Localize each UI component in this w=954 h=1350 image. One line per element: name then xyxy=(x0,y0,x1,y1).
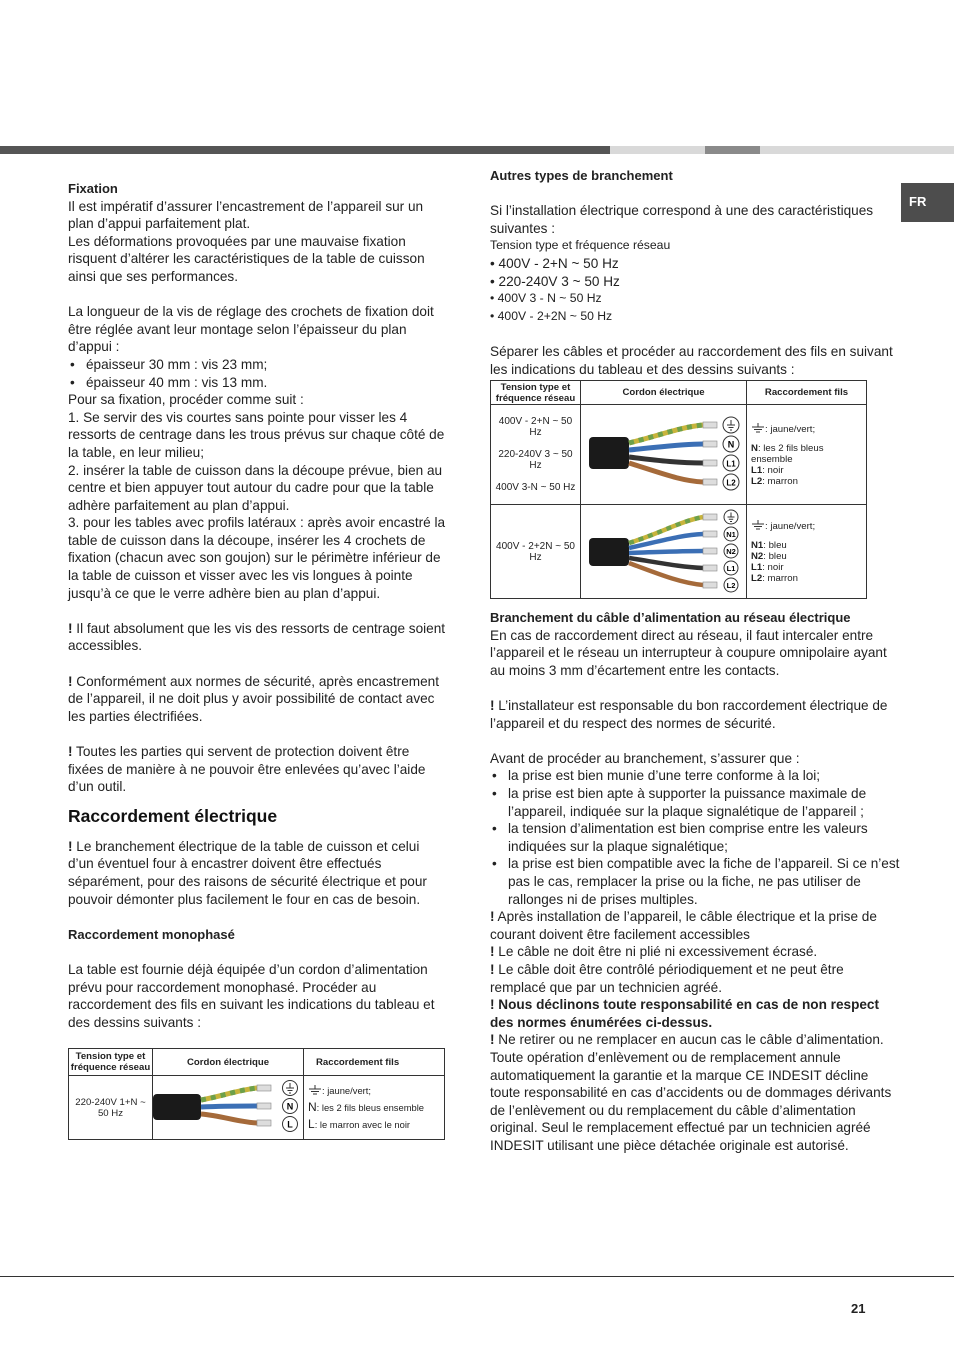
step-1: 1. Se servir des vis courtes sans pointe pour visser les 4 ressorts de centrage dans les trous prévus sur chaque côté de la table, en leur milieu; xyxy=(68,409,445,460)
list-item: • 400V - 2+N ~ 50 Hz xyxy=(490,255,619,271)
fixation-p3: La longueur de la vis de réglage des crochets de fixation doit être réglée avant leur montage selon l’épaisseur du plan d’appui : xyxy=(68,304,434,355)
cable-diagram xyxy=(581,405,746,501)
earth-icon xyxy=(308,1085,322,1095)
page-number: 21 xyxy=(851,1301,866,1316)
terminal-l1 xyxy=(723,455,739,471)
left-column xyxy=(68,180,448,1140)
wire-blue-2 xyxy=(629,551,703,553)
warning-icon: ! xyxy=(68,744,73,759)
col-header: Raccordement fils xyxy=(747,381,867,405)
mono-wiring-table xyxy=(68,1048,445,1140)
wire-brown xyxy=(201,1114,257,1123)
warning-w4: ! Nous déclinons toute responsabilité en cas de non respect des normes énumérées ci-dessus. xyxy=(490,997,880,1030)
footer-rule xyxy=(0,1276,954,1277)
terminal-l xyxy=(283,1117,298,1132)
elec-p1: ! Le branchement électrique de la table de cuisson et celui d’un éventuel four à encastrer doivent être effectués séparément, pour des raisons de sécurité électrique et pour pouvoir démonter plus facilement le four en cas de besoin. xyxy=(68,838,427,907)
header-bar xyxy=(0,146,954,154)
wire-blue xyxy=(201,1106,257,1107)
terminal-n xyxy=(723,436,739,452)
cable-diagram xyxy=(153,1076,303,1136)
svg-text:L2: L2 xyxy=(726,581,736,591)
cable-sheath xyxy=(589,538,629,566)
voltage-cell: 220-240V 1+N ~ 50 Hz xyxy=(69,1076,153,1140)
voltage-list xyxy=(490,255,902,325)
multi-wiring-table xyxy=(490,380,867,599)
svg-text:L: L xyxy=(287,1119,293,1130)
earth-icon xyxy=(751,520,765,530)
checks-list xyxy=(490,767,902,908)
svg-text:L1: L1 xyxy=(726,459,736,469)
list-item: • la prise est bien munie d’une terre conforme à la loi; xyxy=(490,767,902,785)
autres-title: Autres types de branchement xyxy=(490,168,673,183)
language-tab: FR xyxy=(901,183,954,222)
warning-icon: ! xyxy=(490,1032,495,1048)
avant-p: Avant de procéder au branchement, s’assurer que : xyxy=(490,750,800,766)
terminal-l2 xyxy=(723,474,739,490)
col-header: Cordon électrique xyxy=(153,1049,304,1076)
svg-text:L2: L2 xyxy=(726,478,736,488)
fixation-p1: Il est impératif d’assurer l’encastrement de l’appareil sur un plan d’appui parfaitement plat. xyxy=(68,198,424,232)
list-item: • épaisseur 40 mm : vis 13 mm. xyxy=(68,374,448,392)
fixation-title: Fixation xyxy=(68,181,118,196)
step-3: 3. pour les tables avec profils latéraux : après avoir encastré la table de cuisson dans la découpe, insérer les 4 crochets de fixation (chacun avec son goujon) sur le périmètre inférieur de la table de cuisson et visser avec les vis longues à pointe jusqu’à ce que le verre adhère bien au plan d’appui. xyxy=(68,515,446,601)
warning-icon: ! xyxy=(68,620,73,636)
wiring-cell: : jaune/vert; N1: bleu N2: bleu L1: noir L2: marron xyxy=(747,505,867,599)
warning-icon: ! xyxy=(68,673,73,689)
list-item: • la prise est bien apte à supporter la puissance maximale de l’appareil, indiquée sur la plaque signalétique de l’appareil ; xyxy=(490,785,902,820)
list-item: • la tension d’alimentation est bien comprise entre les valeurs indiquées sur la plaque signalétique; xyxy=(490,820,902,855)
warning-1: ! Il faut absolument que les vis des ressorts de centrage soient accessibles. xyxy=(68,620,446,654)
warning-icon: ! xyxy=(68,838,73,854)
col-header: Cordon électrique xyxy=(581,381,747,405)
warning-w1: ! Après installation de l’appareil, le câble électrique et la prise de courant doivent être facilement accessibles xyxy=(490,909,877,942)
wire-blue xyxy=(629,444,703,450)
warning-w2: ! Le câble ne doit être ni plié ni excessivement écrasé. xyxy=(490,944,818,960)
autres-p2: Tension type et fréquence réseau xyxy=(490,238,671,253)
mono-title: Raccordement monophasé xyxy=(68,926,235,942)
list-item: • 400V - 2+2N ~ 50 Hz xyxy=(490,308,613,323)
list-item: • 400V 3 - N ~ 50 Hz xyxy=(490,291,602,306)
branch-p: En cas de raccordement direct au réseau, il faut intercaler entre l’appareil et le réseau un interrupteur à coupure omnipolaire ayant au moins 3 mm d’écartement entre les contacts. xyxy=(490,627,887,678)
warning-2: ! Conformément aux normes de sécurité, après encastrement de l’appareil, il ne doit plus y avoir possibilité de contact avec les parties électrifiées. xyxy=(68,673,439,724)
cable-sheath xyxy=(153,1094,201,1120)
warning-w5: ! Ne retirer ou ne remplacer en aucun cas le câble d’alimentation. Toute opération d’enlèvement ou de remplacement annule automatiquement la garantie et la marque CE INDESIT décline toute responsabilité en cas d’accidents ou de dommages dérivants de l’enlèvement ou du remplacement du câble d’alimentation original. Seul le remplacement effectué par un technicien agréé INDESIT utilisant une pièce détachée originale est autorisé. xyxy=(490,1032,892,1153)
right-column xyxy=(490,167,902,1155)
list-item: • 220-240V 3 ~ 50 Hz xyxy=(490,273,620,289)
cable-sheath xyxy=(589,437,629,469)
step-2: 2. insérer la table de cuisson dans la découpe prévue, bien au centre et bien appuyer tout autour du cadre pour que la table adhère parfaitement au plan d’appui. xyxy=(68,462,443,513)
warning-icon: ! xyxy=(490,909,495,925)
wiring-cell: : jaune/vert; N: les 2 fils bleus ensemble L: le marron avec le noir xyxy=(304,1076,445,1140)
list-item: • épaisseur 30 mm : vis 23 mm; xyxy=(68,356,448,374)
autres-p3: Séparer les câbles et procéder au raccordement des fils en suivant les indications du tableau et des dessins suivants : xyxy=(490,343,893,377)
install-p: ! L’installateur est responsable du bon raccordement électrique de l’appareil et du respect des normes de sécurité. xyxy=(490,698,888,731)
section-title: Raccordement électrique xyxy=(68,805,278,826)
terminal-l2 xyxy=(724,578,738,592)
terminal-n xyxy=(283,1099,298,1114)
warning-icon: ! xyxy=(490,962,495,977)
terminal-l1 xyxy=(724,561,738,575)
warning-3: ! Toutes les parties qui servent de protection doivent être fixées de manière à ne pouvoir être enlevées qu’avec l’aide d’un outil. xyxy=(68,744,426,795)
thickness-list xyxy=(68,356,448,391)
terminal-n1 xyxy=(724,527,738,541)
fixation-p2: Les déformations provoquées par une mauvaise fixation risquent d’altérer les caractéristiques de la table de cuisson ainsi que ses performances. xyxy=(68,233,425,284)
col-header: Tension type et fréquence réseau xyxy=(491,381,581,405)
cable-cell xyxy=(581,505,747,599)
wiring-cell: : jaune/vert; N: les 2 fils bleus ensemble L1: noir L2: marron xyxy=(747,405,867,505)
fixation-p4: Pour sa fixation, procéder comme suit : xyxy=(68,392,304,408)
svg-text:N2: N2 xyxy=(726,547,736,557)
wire-brown xyxy=(629,463,703,482)
svg-text:N: N xyxy=(286,1101,294,1112)
mono-p: La table est fournie déjà équipée d’un cordon d’alimentation prévu pour raccordement monophasé. Procéder au raccordement des fils en suivant les indications du tableau et des dessins suivants : xyxy=(68,961,435,1030)
col-header: Tension type et fréquence réseau xyxy=(69,1049,153,1076)
terminal-n2 xyxy=(724,544,738,558)
voltage-cell: 400V - 2+2N ~ 50 Hz xyxy=(491,505,581,599)
cable-cell xyxy=(581,405,747,505)
list-item: • la prise est bien compatible avec la fiche de l’appareil. Si ce n’est pas le cas, remplacer la prise ou la fiche, ne pas utiliser de rallonges ni de prises multiples. xyxy=(490,855,902,908)
col-header: Raccordement fils xyxy=(304,1049,445,1076)
voltage-cell: 400V - 2+N ~ 50 Hz 220-240V 3 ~ 50 Hz 400V 3-N ~ 50 Hz xyxy=(491,405,581,505)
wire-black xyxy=(629,457,703,463)
cable-cell xyxy=(153,1076,304,1140)
autres-p1: Si l’installation électrique correspond à une des caractéristiques suivantes : xyxy=(490,203,874,236)
svg-text:L1: L1 xyxy=(726,564,736,574)
branch-title: Branchement du câble d’alimentation au réseau électrique xyxy=(490,610,851,626)
cable-diagram xyxy=(581,505,746,595)
warning-w3: ! Le câble doit être contrôlé périodiquement et ne peut être remplacé que par un technicien agréé. xyxy=(490,962,844,995)
warning-icon: ! xyxy=(490,944,495,960)
svg-text:N: N xyxy=(727,439,735,450)
wire-yellow-green xyxy=(201,1088,257,1100)
svg-text:N1: N1 xyxy=(726,530,736,540)
warning-icon: ! xyxy=(490,698,495,714)
earth-icon xyxy=(751,423,765,433)
